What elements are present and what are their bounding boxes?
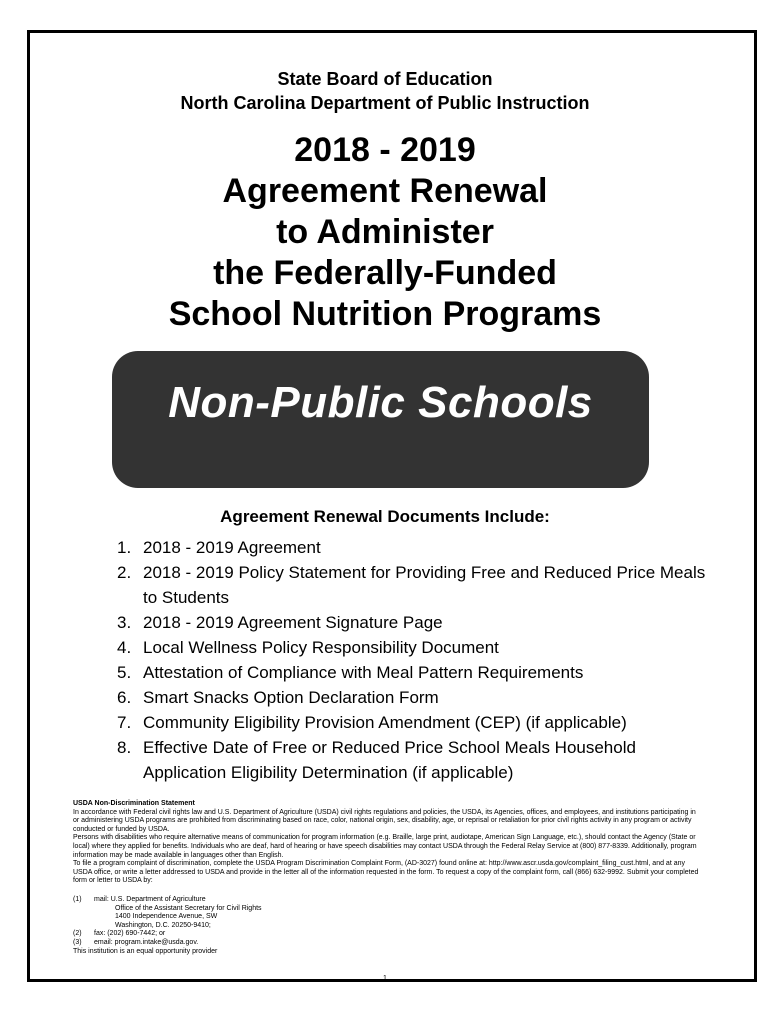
title-line-5: School Nutrition Programs — [168, 295, 602, 333]
list-item: 4. Local Wellness Policy Responsibility Document — [117, 638, 499, 657]
page-number: 1 — [383, 975, 387, 982]
complaint-contact-list — [73, 896, 473, 956]
list-item: 7. Community Eligibility Provision Amendment (CEP) (if applicable) — [117, 713, 627, 732]
fax-option: (2) fax: (202) 690-7442; or — [73, 930, 166, 938]
banner-text: Non-Public Schools — [168, 378, 593, 427]
list-item: 6. Smart Snacks Option Declaration Form — [117, 688, 439, 707]
equal-opportunity-line: This institution is an equal opportunity provider — [73, 947, 218, 955]
title-line-2: Agreement Renewal — [222, 172, 548, 210]
header-department-name: North Carolina Department of Public Instruction — [180, 93, 590, 113]
list-item: 1. 2018 - 2019 Agreement — [117, 538, 321, 557]
document-title — [0, 130, 770, 335]
mail-address-line: Washington, D.C. 20250-9410; — [115, 921, 211, 929]
documents-list — [117, 535, 707, 785]
list-item: 3. 2018 - 2019 Agreement Signature Page — [117, 613, 443, 632]
header-board-name: State Board of Education — [277, 69, 493, 89]
email-option: (3) email: program.intake@usda.gov. — [73, 938, 199, 946]
statement-paragraph-1: In accordance with Federal civil rights law and U.S. Department of Agriculture (USDA) civil rights regulations and policies, the USDA, its Agencies, offices, and employees, and institutions participating in or administering USDA programs are prohibited from discriminating based on race, color, national origin, sex, disability, age, or reprisal or retaliation for prior civil rights activity in any program or activity conducted or funded by USDA. — [73, 808, 696, 833]
title-line-1: 2018 - 2019 — [294, 131, 476, 169]
statement-paragraph-2: Persons with disabilities who require alternative means of communication for program information (e.g. Braille, large print, audiotape, American Sign Language, etc.), should contact the Agency (State or local) where they applied for benefits. Individuals who are deaf, hard of hearing or have speech disabilities may contact USDA through the Federal Relay Service at (800) 877-8339. Additionally, program information may be made available in languages other than English. — [73, 834, 697, 859]
document-header — [0, 67, 770, 115]
non-discrimination-statement — [73, 800, 703, 886]
title-line-3: to Administer — [276, 213, 494, 251]
non-public-schools-banner — [112, 351, 649, 488]
mail-address-line: Office of the Assistant Secretary for Civil Rights — [115, 904, 262, 912]
mail-option: (1) mail: U.S. Department of Agriculture — [73, 896, 206, 903]
statement-paragraph-3: To file a program complaint of discrimination, complete the USDA Program Discrimination Complaint Form, (AD-3027) found online at: http://www.ascr.usda.gov/complaint_filing_cust.html, and at any USDA office, or write a letter addressed to USDA and provide in the letter all of the information requested in the form. To request a copy of the complaint form, call (866) 632-9992. Submit your completed form or letter to USDA by: — [73, 860, 699, 885]
list-item: 8. Effective Date of Free or Reduced Price School Meals Household Application Eligibility Determination (if applicable) — [117, 738, 636, 782]
documents-heading: Agreement Renewal Documents Include: — [220, 507, 550, 526]
title-line-4: the Federally-Funded — [213, 254, 557, 292]
list-item: 2. 2018 - 2019 Policy Statement for Providing Free and Reduced Price Meals to Students — [117, 563, 706, 607]
list-item: 5. Attestation of Compliance with Meal Pattern Requirements — [117, 663, 584, 682]
statement-title: USDA Non-Discrimination Statement — [73, 800, 195, 807]
mail-address-line: 1400 Independence Avenue, SW — [115, 913, 218, 921]
